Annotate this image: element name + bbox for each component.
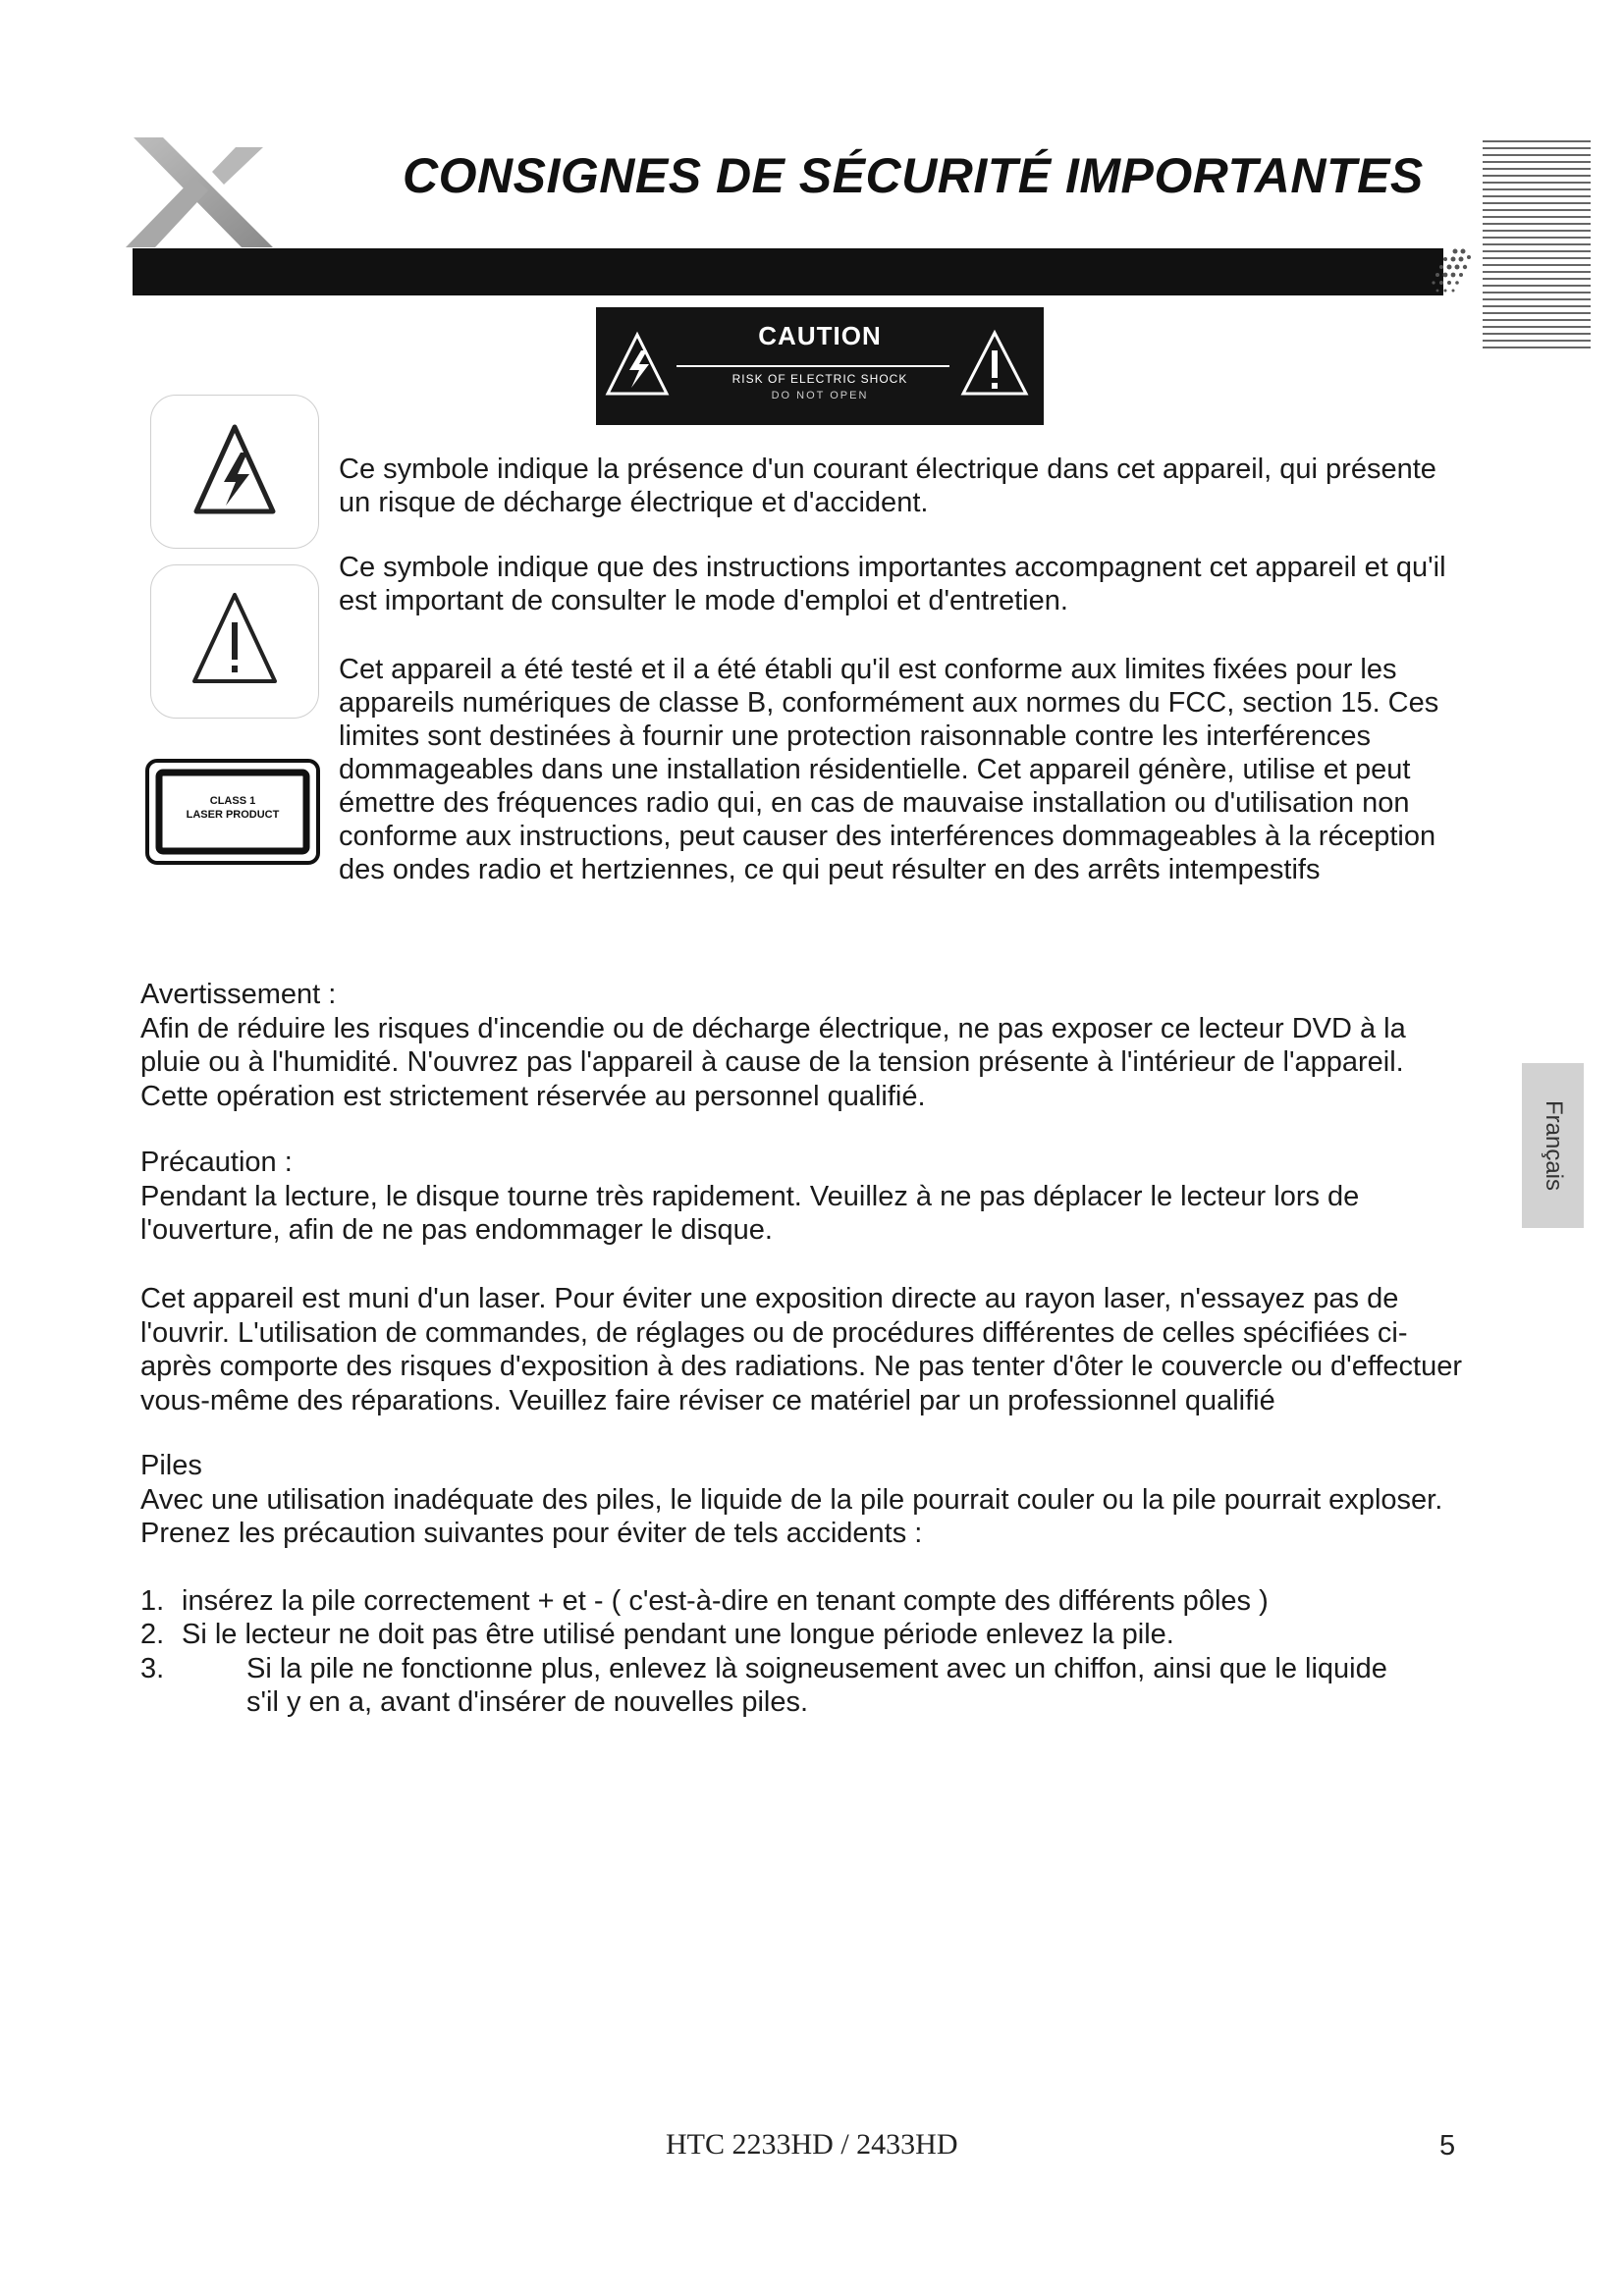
- precaution-section: [140, 1146, 1466, 1248]
- language-tab-label: Français: [1540, 1099, 1567, 1192]
- laser-text: Cet appareil est muni d'un laser. Pour éviter une exposition directe au rayon laser, n'essayez pas de l'ouvrir. L'utilisation de commandes, de réglages ou de procédures différentes de celles spécifiées ci-après comporte des risques d'exposition à des radiations. Ne pas tenter d'ôter le couvercle ou d'effectuer vous-même des réparations. Veuillez faire réviser ce matériel par un professionnel qualifié: [140, 1283, 1463, 1416]
- class1-laser-label: [144, 758, 321, 866]
- list-item-text: insérez la pile correctement + et - ( c'est-à-dire en tenant compte des différents pôles ): [182, 1584, 1269, 1617]
- warning-section: [140, 978, 1466, 1113]
- piles-intro: Avec une utilisation inadéquate des piles, le liquide de la pile pourrait couler ou la pile pourrait exploser. Prenez les précaution suivantes pour éviter de tels accidents :: [140, 1483, 1443, 1549]
- caution-title: CAUTION: [758, 321, 882, 350]
- side-stripes-decoration: [1483, 140, 1591, 351]
- list-item: [140, 1618, 1466, 1652]
- list-item-number: 1.: [140, 1584, 165, 1617]
- shock-symbol-text: Ce symbole indique la présence d'un courant électrique dans cet appareil, qui présente un risque de décharge électrique et d'accident.: [339, 454, 1436, 518]
- list-item: [140, 1584, 1466, 1619]
- halftone-decoration: [1404, 245, 1473, 299]
- precaution-text: Pendant la lecture, le disque tourne très rapidement. Veuillez à ne pas déplacer le lecteur lors de l'ouverture, afin de ne pas endommager le disque.: [140, 1180, 1360, 1246]
- language-tab[interactable]: [1522, 1063, 1584, 1228]
- electric-shock-icon: [151, 396, 318, 548]
- caution-line1: RISK OF ELECTRIC SHOCK: [731, 372, 908, 386]
- caution-line2: DO NOT OPEN: [771, 390, 869, 401]
- attention-symbol-tile: [150, 564, 319, 719]
- list-item: [140, 1652, 1466, 1720]
- piles-section: [140, 1449, 1466, 1720]
- laser-class-text: CLASS 1: [209, 795, 256, 807]
- caution-label: [596, 307, 1044, 425]
- warning-text: Afin de réduire les risques d'incendie ou de décharge électrique, ne pas exposer ce lecteur DVD à la pluie ou à l'humidité. N'ouvrez pas l'appareil à cause de la tension présente à l'intérieur de l'appareil. Cette opération est strictement réservée au personnel qualifié.: [140, 1012, 1406, 1112]
- x-logo-icon: [126, 137, 293, 250]
- warning-heading: Avertissement :: [140, 979, 337, 1010]
- piles-list: [140, 1584, 1466, 1720]
- shock-symbol-tile: [150, 395, 319, 549]
- laser-product-text: LASER PRODUCT: [186, 809, 280, 821]
- fcc-text: Cet appareil a été testé et il a été établi qu'il est conforme aux limites fixées pour les appareils numériques de classe B, conformément aux normes du FCC, section 15. Ces limites sont destinées à fournir une protection raisonnable contre les interférences dommageables dans une installation résidentielle. Cet appareil génère, utilise et peut émettre des fréquences radio qui, en cas de mauvaise installation ou d'utilisation non conforme aux instructions, peut causer des interférences dommageables à la réception des ondes radio et hertziennes, ce qui peut résulter en des arrêts intempestifs: [339, 654, 1439, 885]
- list-item-number: 2.: [140, 1619, 165, 1650]
- list-item-text: Si la pile ne fonctionne plus, enlevez là soigneusement avec un chiffon, ainsi que le liquide s'il y en a, avant d'insérer de nouvelles piles.: [246, 1652, 1387, 1718]
- page-title: CONSIGNES DE SÉCURITÉ IMPORTANTES: [403, 148, 1424, 203]
- list-item-text: Si le lecteur ne doit pas être utilisé pendant une longue période enlevez la pile.: [182, 1619, 1174, 1650]
- footer-model: HTC 2233HD / 2433HD: [666, 2128, 958, 2161]
- laser-section: [140, 1282, 1466, 1417]
- piles-heading: Piles: [140, 1450, 202, 1481]
- list-item-number: 3.: [140, 1652, 165, 1684]
- exclamation-icon: [151, 565, 318, 718]
- header-bar: [133, 248, 1443, 295]
- precaution-heading: Précaution :: [140, 1147, 293, 1178]
- page-number: 5: [1439, 2130, 1456, 2162]
- attention-symbol-text: Ce symbole indique que des instructions importantes accompagnent cet appareil et qu'il est important de consulter le mode d'emploi et d'entretien.: [339, 552, 1446, 616]
